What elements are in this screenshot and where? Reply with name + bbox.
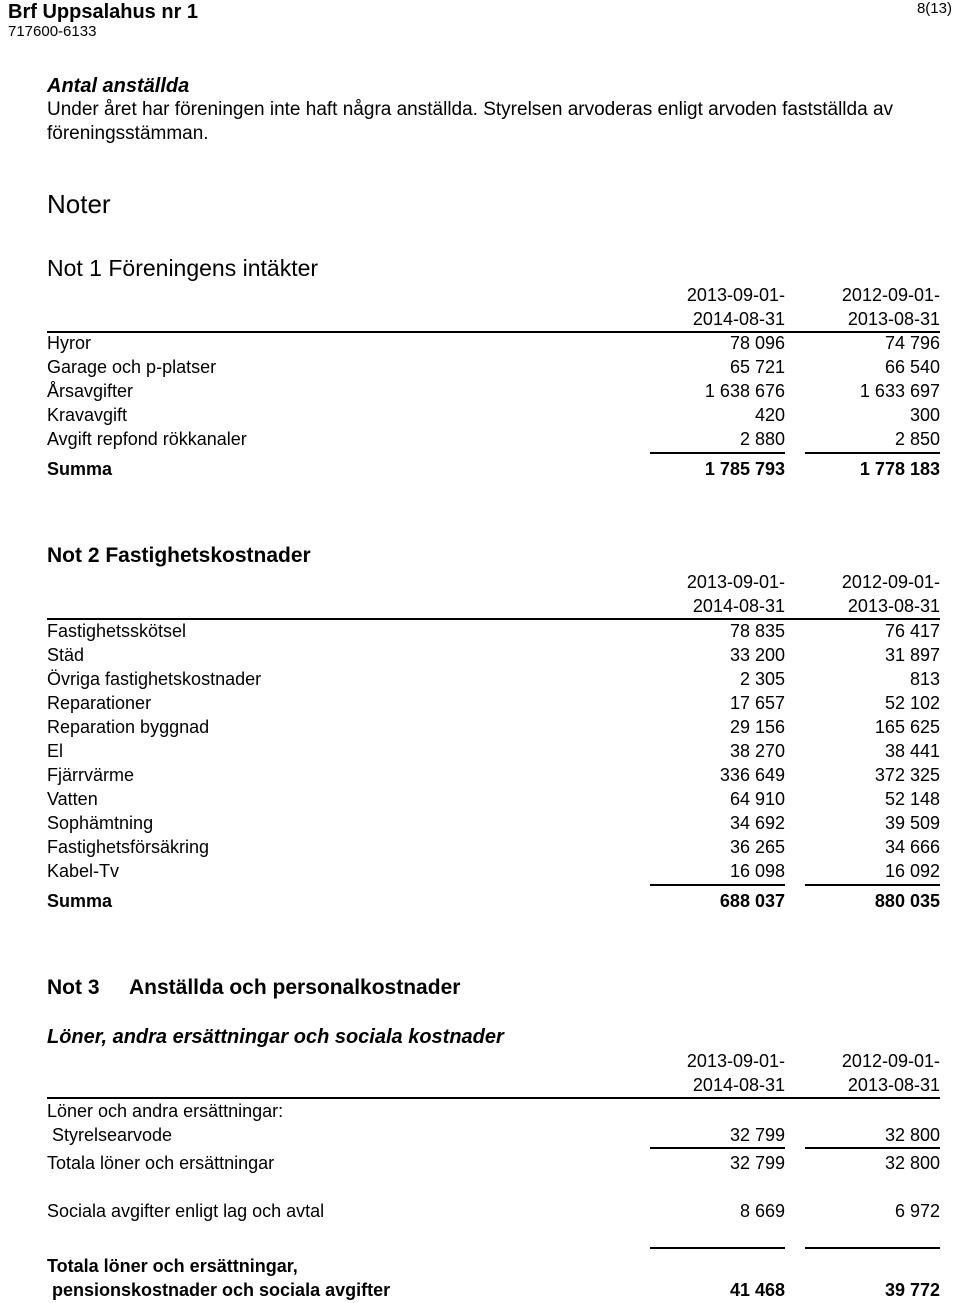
table-row: Kabel-Tv 16 098 16 092	[47, 861, 940, 881]
table-row: Städ 33 200 31 897	[47, 645, 940, 665]
page-number: 8(13)	[916, 0, 952, 17]
note2-sum-line-previous	[805, 884, 940, 886]
note3-board-fee-row: Styrelsearvode 32 799 32 800	[52, 1125, 940, 1145]
table-row: Kravavgift 420 300	[47, 405, 940, 425]
table-row: Vatten 64 910 52 148	[47, 789, 940, 809]
note3-current-period-header: 2013-09-01- 2014-08-31	[686, 1051, 785, 1095]
note2-previous-period-header: 2012-09-01- 2013-08-31	[841, 572, 940, 616]
note2-sum-row: Summa 688 037 880 035	[47, 891, 940, 911]
note3-title-number: Not 3	[47, 976, 100, 999]
table-row: Fastighetsskötsel 78 835 76 417	[47, 621, 940, 641]
table-row: Reparationer 17 657 52 102	[47, 693, 940, 713]
note3-board-fee-line-previous	[805, 1147, 940, 1149]
table-row: Sophämtning 34 692 39 509	[47, 813, 940, 833]
note2-sum-line-current	[650, 884, 785, 886]
table-row: Reparation byggnad 29 156 165 625	[47, 717, 940, 737]
note3-title-text: Anställda och personalkostnader	[129, 976, 461, 999]
note3-subheading: Löner, andra ersättningar och sociala kostnader	[47, 1026, 504, 1048]
note1-title: Not 1 Föreningens intäkter	[47, 255, 319, 281]
table-row: Fjärrvärme 336 649 372 325	[47, 765, 940, 785]
note1-sum-line-current	[650, 452, 785, 454]
note1-sum-row: Summa 1 785 793 1 778 183	[47, 459, 940, 479]
table-row: Garage och p-platser 65 721 66 540	[47, 357, 940, 377]
note3-group-label: Löner och andra ersättningar:	[47, 1101, 284, 1121]
table-row: Avgift repfond rökkanaler 2 880 2 850	[47, 429, 940, 449]
note3-total-line-previous	[805, 1247, 940, 1249]
note3-board-fee-line-current	[650, 1147, 785, 1149]
table-row: Hyror 78 096 74 796	[47, 333, 940, 353]
note2-current-period-header: 2013-09-01- 2014-08-31	[686, 572, 785, 616]
note3-social-fees-row: Sociala avgifter enligt lag och avtal 8 669 6 972	[47, 1201, 940, 1221]
note2-title: Not 2 Fastighetskostnader	[47, 544, 311, 567]
note2-column-headers	[47, 570, 940, 618]
table-row: Årsavgifter 1 638 676 1 633 697	[47, 381, 940, 401]
note3-column-headers	[47, 1049, 940, 1097]
note1-sum-line-previous	[805, 452, 940, 454]
notes-heading: Noter	[47, 189, 111, 219]
employees-heading: Antal anställda	[47, 75, 190, 97]
table-row: Övriga fastighetskostnader 2 305 813	[47, 669, 940, 689]
table-row: Fastighetsförsäkring 36 265 34 666	[47, 837, 940, 857]
note3-previous-period-header: 2012-09-01- 2013-08-31	[841, 1051, 940, 1095]
note1-current-period-header: 2013-09-01- 2014-08-31	[686, 285, 785, 329]
table-row: El 38 270 38 441	[47, 741, 940, 761]
note3-grand-total-label-line1: Totala löner och ersättningar,	[47, 1256, 298, 1276]
note1-column-headers	[47, 283, 940, 331]
note3-total-salaries-row: Totala löner och ersättningar 32 799 32 800	[47, 1153, 940, 1173]
employees-text-line1: Under året har föreningen inte haft några anställda. Styrelsen arvoderas enligt arvoden fastställda av	[47, 99, 894, 120]
org-number: 717600-6133	[8, 23, 97, 40]
note3-total-line-current	[650, 1247, 785, 1249]
note1-previous-period-header: 2012-09-01- 2013-08-31	[841, 285, 940, 329]
note3-grand-total-row: pensionskostnader och sociala avgifter 41 468 39 772	[52, 1280, 940, 1300]
employees-text-line2: föreningsstämman.	[47, 123, 209, 144]
document-title: Brf Uppsalahus nr 1	[8, 1, 199, 23]
